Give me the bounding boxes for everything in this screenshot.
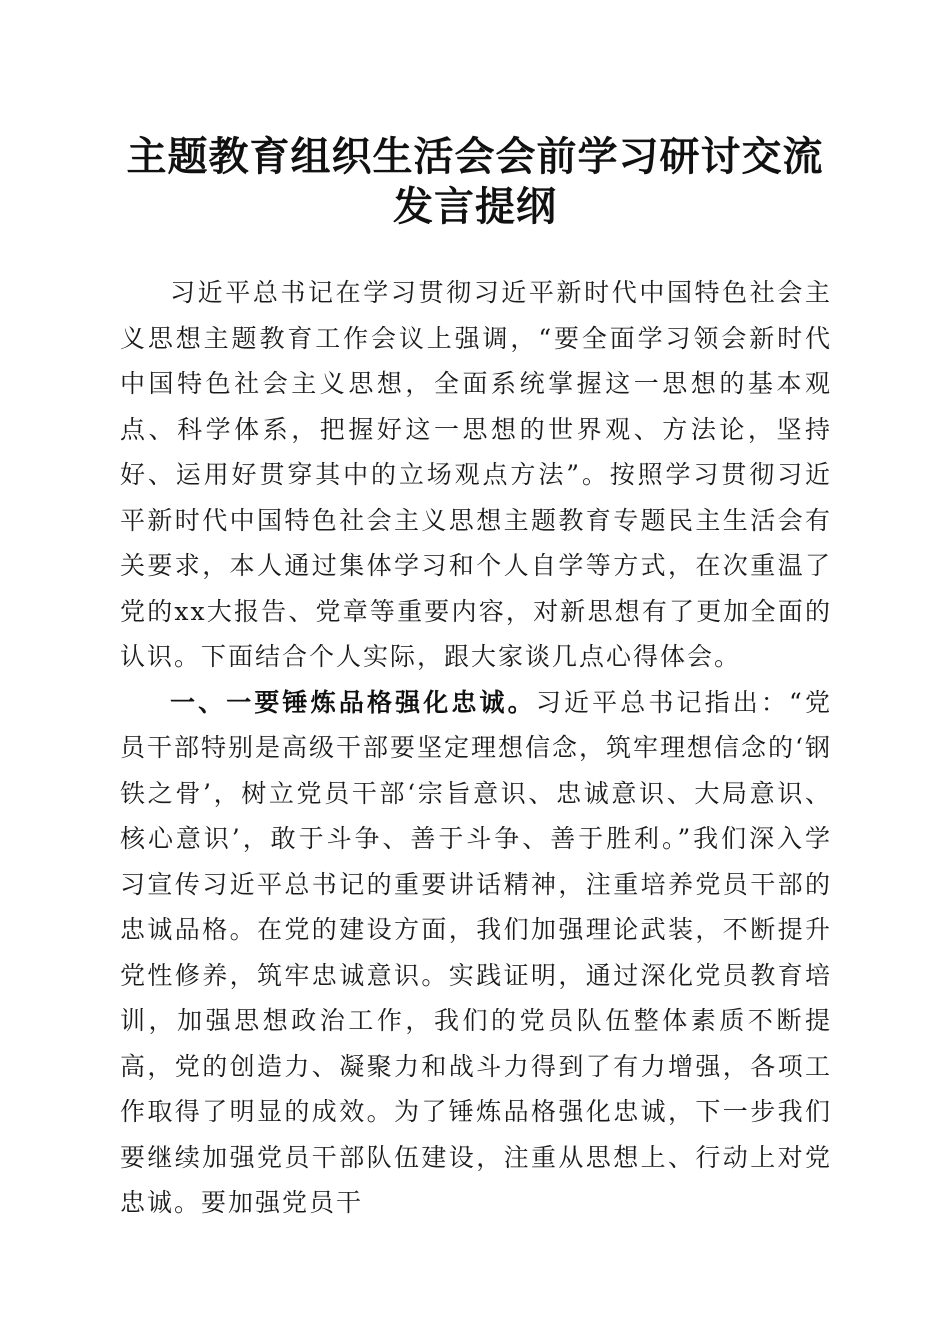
paragraph-intro-text: 习近平总书记在学习贯彻习近平新时代中国特色社会主义思想主题教育工作会议上强调，“要全面学习领会新时代中国特色社会主义思想，全面系统掌握这一思想的基本观点、科学体系，把握好这一思想的世界观、方法论，坚持好、运用好贯穿其中的立场观点方法”。按照学习贯彻习近平新时代中国特色社会主义思想主题教育专题民主生活会有关要求，本人通过集体学习和个人自学等方式，在次重温了党的xx大报告、党章等重要内容，对新思想有了更加全面的认识。下面结合个人实际，跟大家谈几点心得体会。 [120, 278, 832, 671]
document-title: 主题教育组织生活会会前学习研讨交流发言提纲 [126, 133, 824, 230]
paragraph-section-1 [120, 680, 832, 1226]
paragraph-intro [120, 270, 832, 680]
document-body [120, 270, 832, 1226]
section-1-text: 习近平总书记指出：“党员干部特别是高级干部要坚定理想信念，筑牢理想信念的‘钢铁之骨’，树立党员干部‘宗旨意识、忠诚意识、大局意识、核心意识’，敢于斗争、善于斗争、善于胜利。”我们深入学习宣传习近平总书记的重要讲话精神，注重培养党员干部的忠诚品格。在党的建设方面，我们加强理论武装，不断提升党性修养，筑牢忠诚意识。实践证明，通过深化党员教育培训，加强思想政治工作，我们的党员队伍整体素质不断提高，党的创造力、凝聚力和战斗力得到了有力增强，各项工作取得了明显的成效。为了锤炼品格强化忠诚，下一步我们要继续加强党员干部队伍建设，注重从思想上、行动上对党忠诚。要加强党员干 [120, 687, 832, 1217]
section-1-heading: 一、一要锤炼品格强化忠诚。 [170, 687, 536, 717]
